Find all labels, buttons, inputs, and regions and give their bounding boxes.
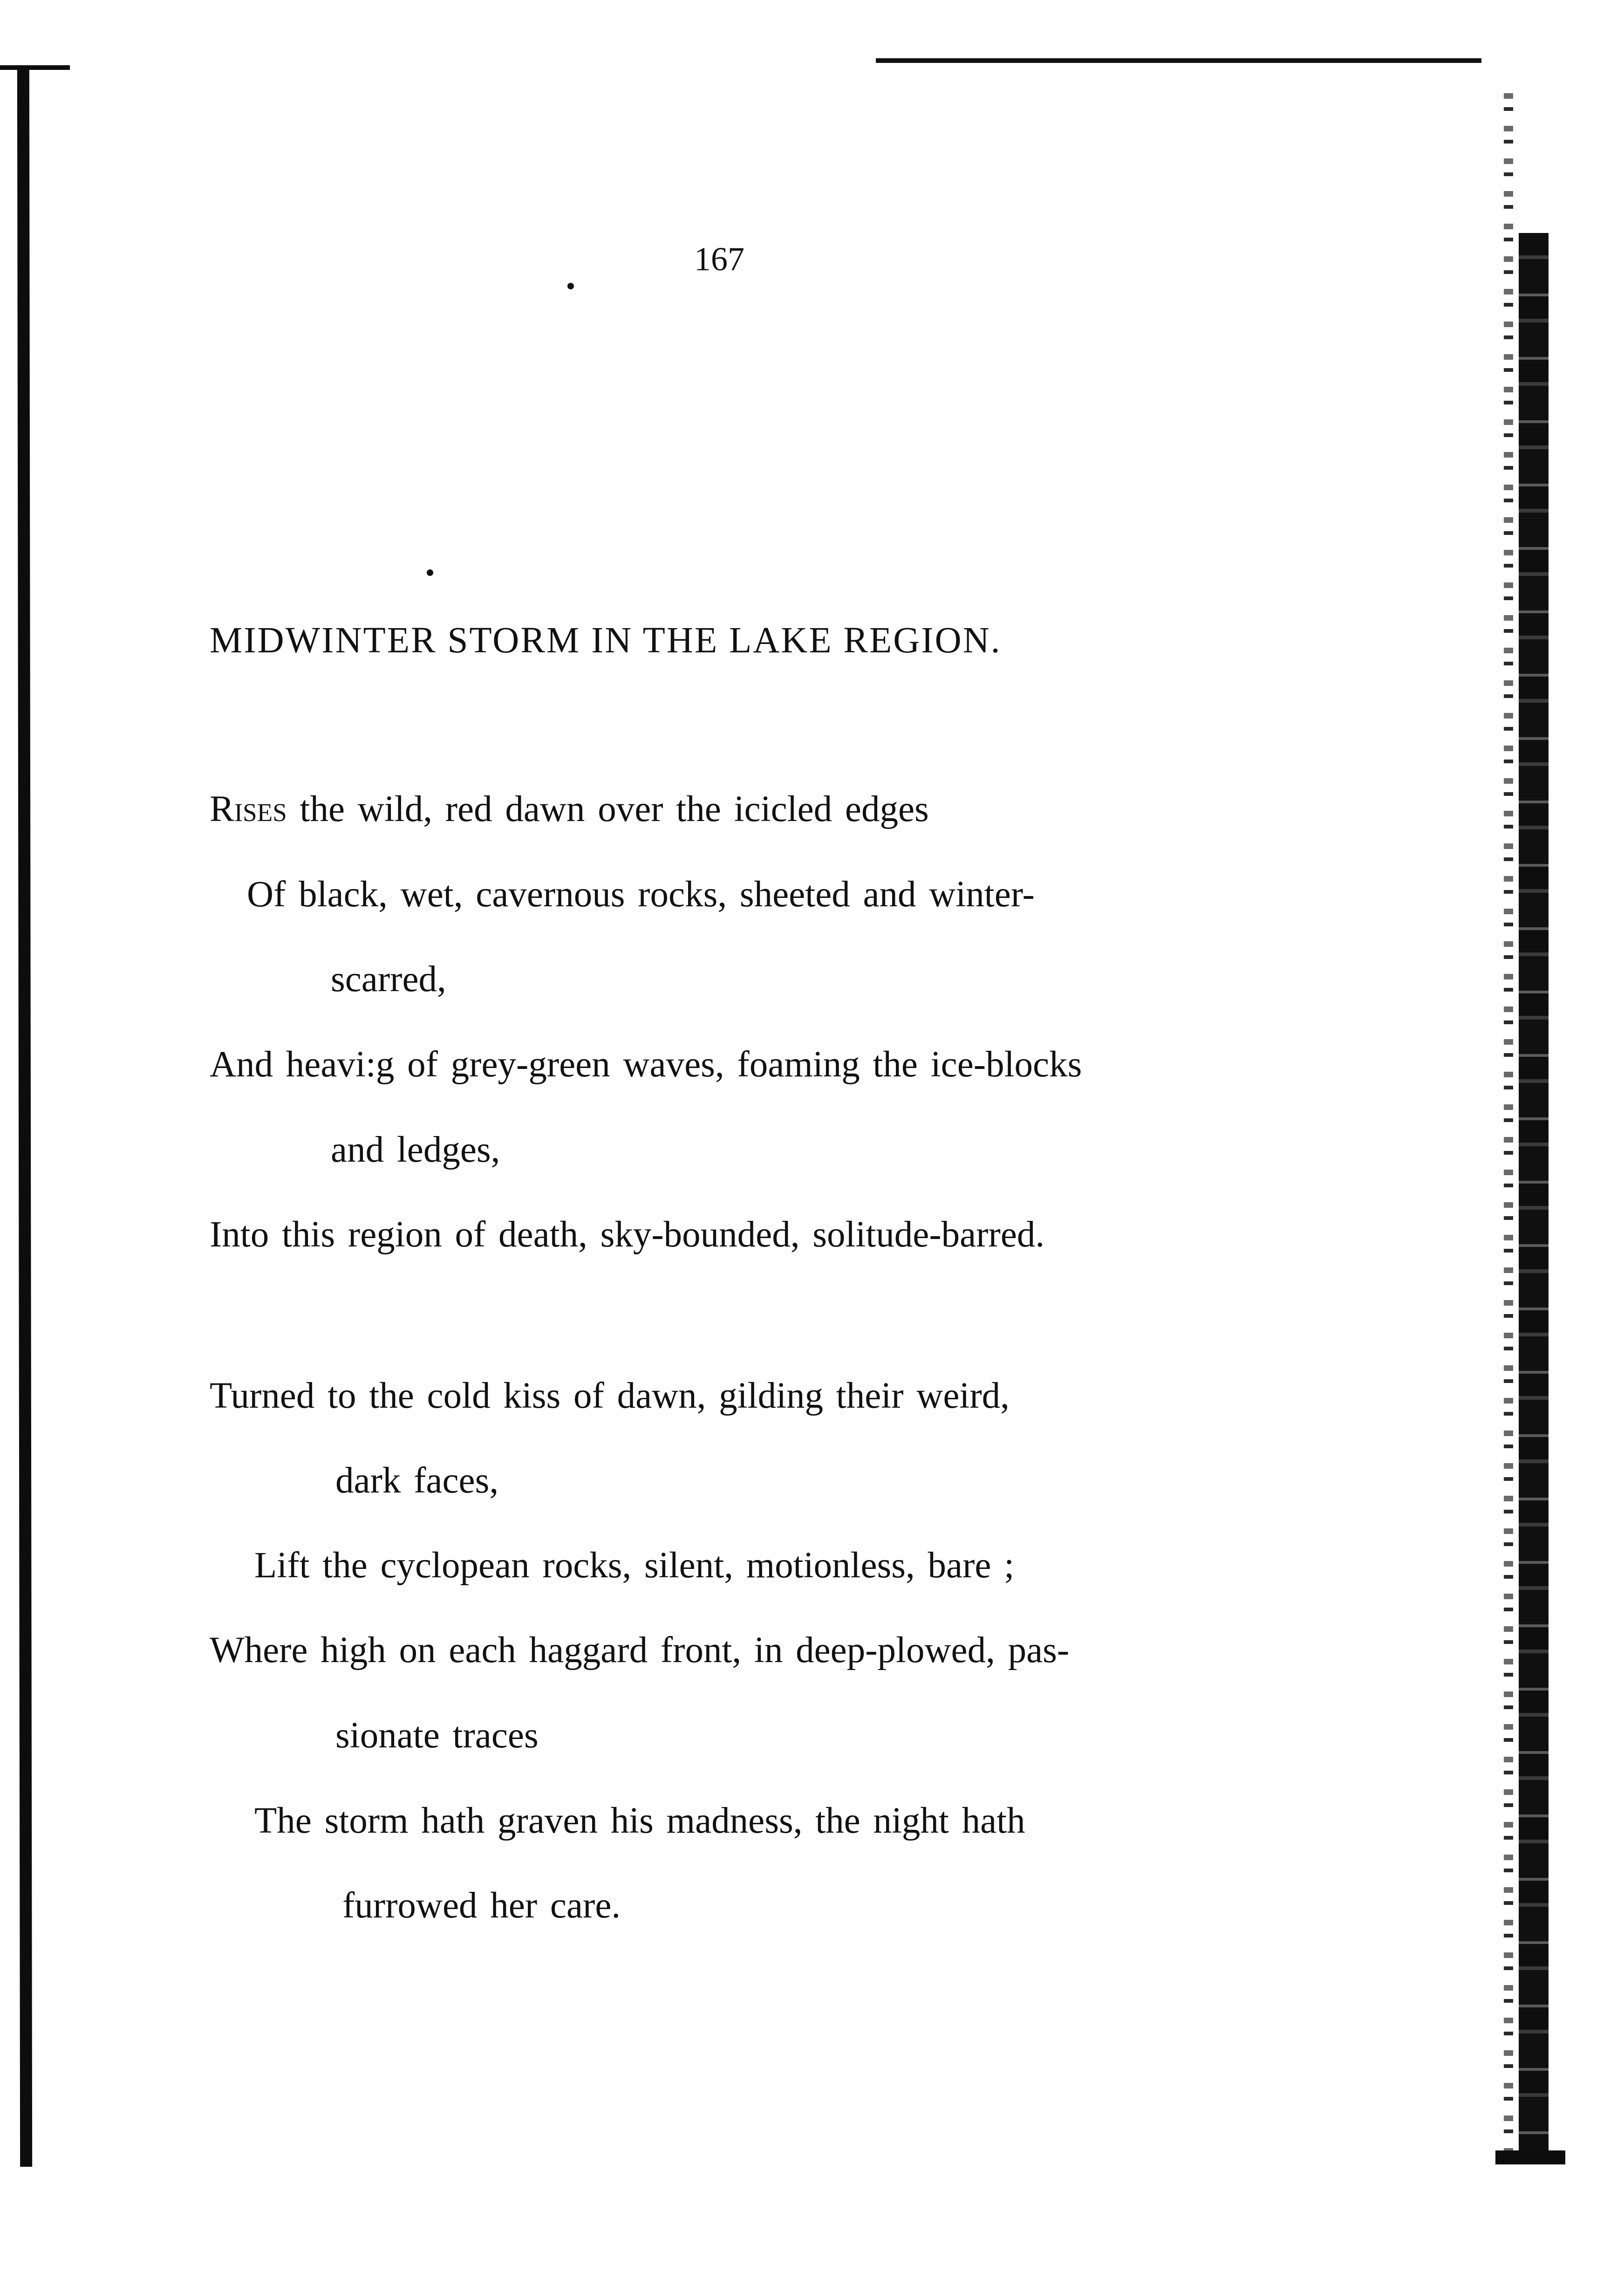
poem-line-rest: the wild, red dawn over the icicled edges (287, 789, 929, 829)
poem-line: furrowed her care. (342, 1885, 621, 1926)
scan-left-edge-cap (0, 65, 70, 70)
scan-right-edge-foot (1495, 2150, 1565, 2164)
poem-line: dark faces, (335, 1460, 499, 1501)
print-speck (567, 283, 574, 289)
poem-line: Lift the cyclopean rocks, silent, motionless, bare ; (254, 1545, 1015, 1586)
poem-line: Turned to the cold kiss of dawn, gilding their weird, (210, 1376, 1010, 1416)
scan-right-edge-speckle (1504, 93, 1513, 2162)
poem-line: sionate traces (335, 1715, 539, 1756)
scan-left-edge (17, 70, 32, 2167)
print-speck (427, 569, 433, 576)
poem-line: and ledges, (331, 1130, 500, 1170)
poem-title: MIDWINTER STORM IN THE LAKE REGION. (210, 620, 1002, 661)
scan-top-rule (876, 58, 1481, 63)
scan-right-edge (1519, 233, 1549, 2153)
page-number: 167 (694, 240, 744, 278)
poem-line: Where high on each haggard front, in deep-plowed, pas- (210, 1630, 1070, 1671)
poem-line-opening-word: Rises (210, 789, 287, 829)
poem-line: The storm hath graven his madness, the night hath (254, 1801, 1025, 1841)
poem-line: And heavi:g of grey-green waves, foaming the ice-blocks (210, 1044, 1082, 1085)
poem-line (210, 791, 929, 828)
poem-line: Of black, wet, cavernous rocks, sheeted and winter- (247, 874, 1035, 915)
poem-line: scarred, (331, 959, 446, 1000)
poem-line: Into this region of death, sky-bounded, solitude-barred. (210, 1214, 1045, 1255)
